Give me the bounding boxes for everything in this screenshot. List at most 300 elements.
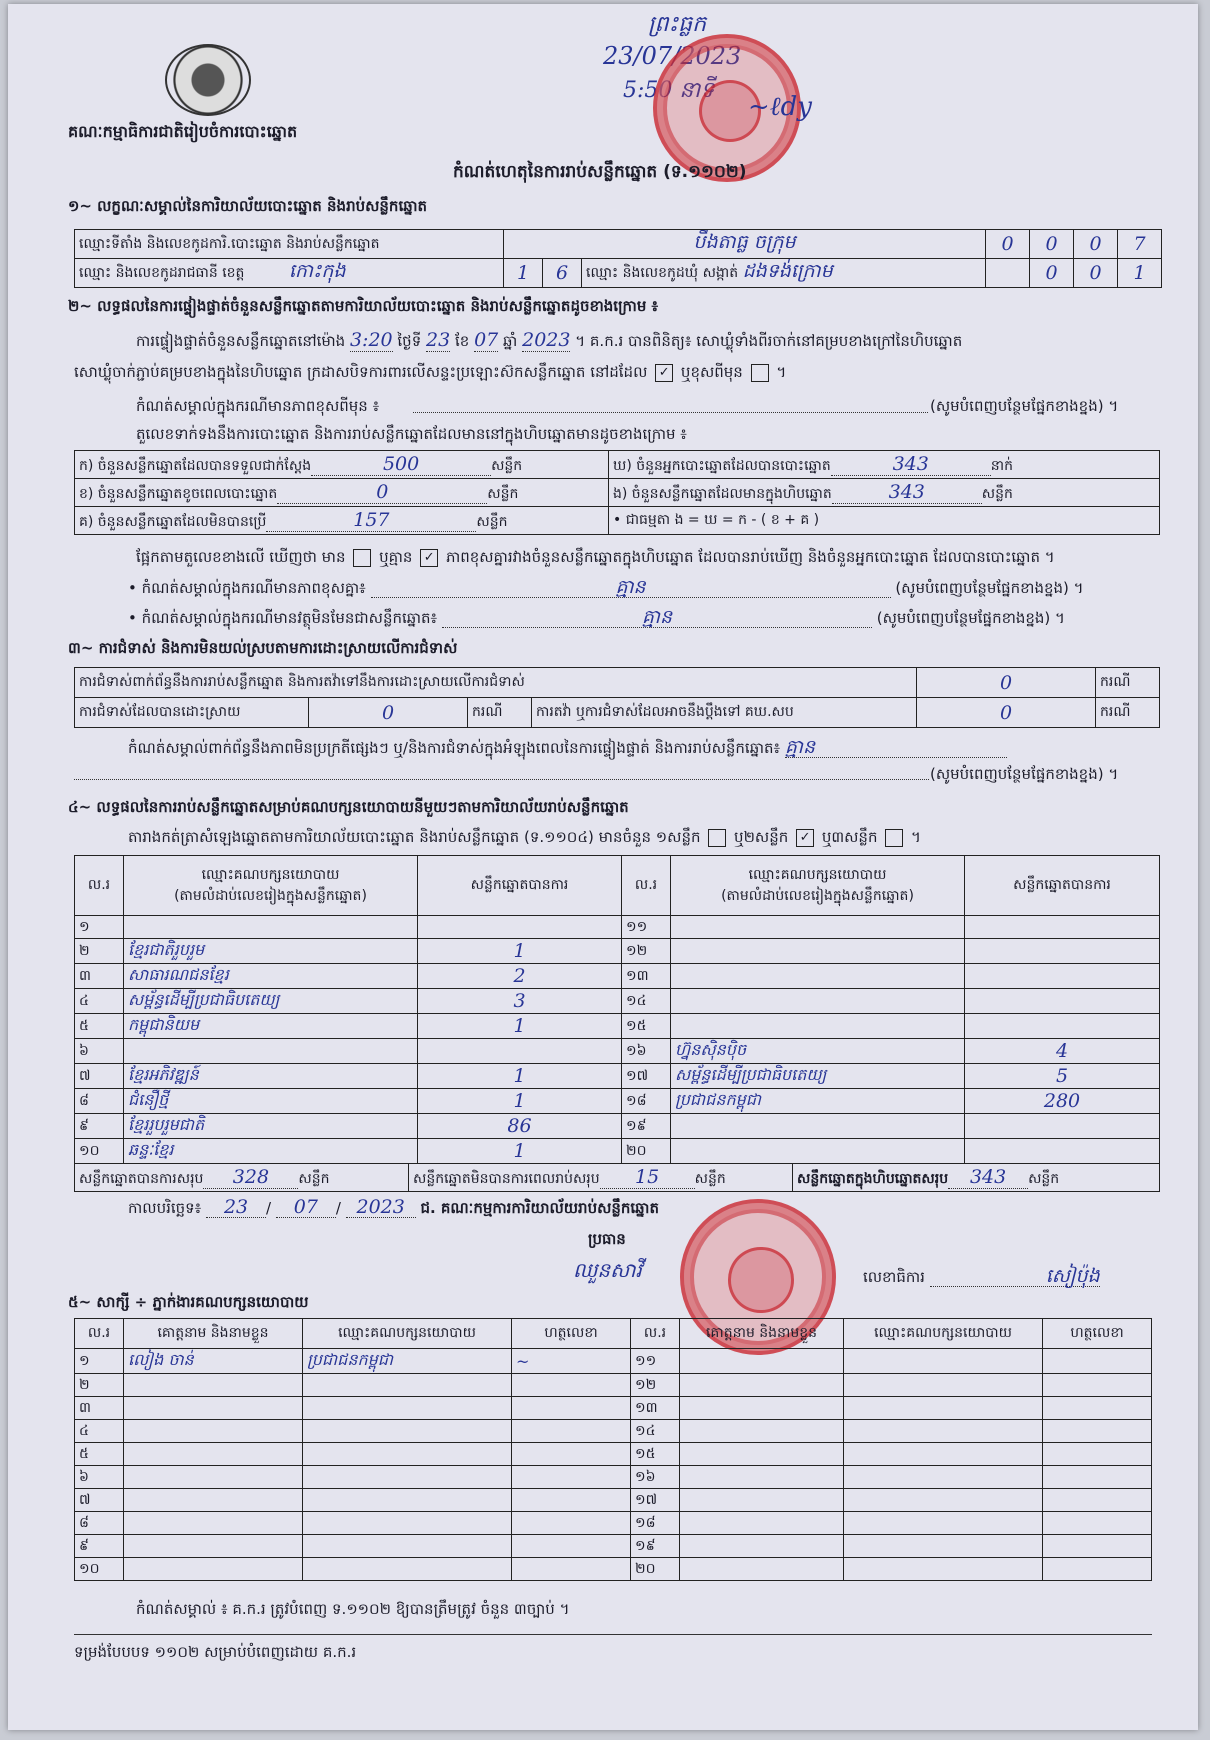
total-box-cell bbox=[793, 1164, 1160, 1192]
province-label bbox=[75, 259, 504, 288]
diff-note-label: • កំណត់សម្គាល់ក្នុងករណីមានភាពខុសគ្នា៖ bbox=[128, 579, 366, 597]
witness-signature bbox=[1043, 1397, 1152, 1420]
witness-signature bbox=[1043, 1558, 1152, 1581]
figure-d-value: 343 bbox=[831, 453, 991, 476]
row-number: ១២ bbox=[631, 1374, 680, 1397]
unit-label: នាក់ bbox=[990, 457, 1013, 474]
witness-party bbox=[303, 1397, 512, 1420]
table-row bbox=[75, 989, 1160, 1014]
three-sheet-checkbox[interactable] bbox=[885, 829, 903, 847]
vote-count bbox=[965, 989, 1160, 1014]
col-party: ឈ្មោះគណបក្សនយោបាយ bbox=[303, 1319, 512, 1349]
changed-checkbox[interactable] bbox=[751, 364, 769, 382]
witness-party: ប្រជាជនកម្ពុជា bbox=[303, 1349, 512, 1374]
seal-status-text: សោឃ្លុំចាក់ភ្ជាប់គម្របខាងក្នុងនៃហិបឆ្នោត ក្រដាសបិទការពារលើសន្ទះប្រឡោះស៊កសន្លឹកឆ្នោត នៅដដែល bbox=[74, 363, 648, 381]
col-votes: សន្លឹកឆ្នោតបានការ bbox=[965, 856, 1160, 916]
has-difference-checkbox[interactable] bbox=[353, 549, 371, 567]
witness-signature bbox=[512, 1466, 631, 1489]
witness-name bbox=[124, 1489, 303, 1512]
location-code-digit: 0 bbox=[1074, 230, 1118, 259]
witness-party bbox=[844, 1535, 1043, 1558]
col-party-title: ឈ្មោះគណបក្សនយោបាយ bbox=[748, 866, 887, 883]
row-number: ៨ bbox=[75, 1089, 124, 1114]
row-number: ១៤ bbox=[631, 1420, 680, 1443]
witness-signature bbox=[1043, 1512, 1152, 1535]
results-body bbox=[75, 916, 1160, 1164]
party-name bbox=[671, 964, 965, 989]
vote-count bbox=[418, 1039, 622, 1064]
col-no: ល.រ bbox=[75, 1319, 124, 1349]
witness-signature bbox=[1043, 1443, 1152, 1466]
resolved-count: 0 bbox=[309, 698, 468, 728]
row-number: ១៩ bbox=[622, 1114, 671, 1139]
party-name: ខ្មែរអភិវឌ្ឍន៍ bbox=[124, 1064, 418, 1089]
section4-heading: ៤~ លទ្ធផលនៃការរាប់សន្លឹកឆ្នោតសម្រាប់គណបក្សនយោបាយនីមួយៗតាមការិយាល័យរាប់សន្លឹកឆ្នោត bbox=[68, 798, 629, 816]
three-sheet-label: ឬ៣សន្លឹក bbox=[821, 828, 878, 846]
fill-note: (សូមបំពេញបន្ថែមផ្នែកខាងខ្នង) ។ bbox=[930, 397, 1119, 415]
resolved-label: ការជំទាស់ដែលបានដោះស្រាយ bbox=[75, 698, 309, 728]
row-number: ៦ bbox=[75, 1466, 124, 1489]
vote-count: 5 bbox=[965, 1064, 1160, 1089]
irregularity-note-value: គ្មាន bbox=[785, 737, 1007, 758]
party-name bbox=[124, 1039, 418, 1064]
figure-c-value: 157 bbox=[266, 509, 476, 532]
total-invalid-cell bbox=[409, 1164, 793, 1192]
witness-party bbox=[844, 1349, 1043, 1374]
section1-heading: ១~ លក្ខណៈសម្គាល់នៃការិយាល័យបោះឆ្នោត និងរាប់សន្លឹកឆ្នោត bbox=[68, 197, 428, 215]
formula-cell: • ជាធម្មតា ង = ឃ = ក - ( ខ + គ ) bbox=[609, 507, 1160, 535]
row-number: ១៨ bbox=[631, 1512, 680, 1535]
unit-label: សន្លឹក bbox=[694, 1170, 726, 1187]
table-row bbox=[75, 1443, 1152, 1466]
difference-note-line bbox=[413, 412, 928, 413]
figure-a bbox=[75, 451, 609, 479]
row-number: ១៣ bbox=[631, 1397, 680, 1420]
party-name bbox=[671, 1114, 965, 1139]
witness-signature bbox=[512, 1489, 631, 1512]
day-value: 23 bbox=[426, 329, 451, 351]
table-row bbox=[75, 1014, 1160, 1039]
col-party-sub: (តាមលំដាប់លេខរៀងក្នុងសន្លឹកឆ្នោត) bbox=[174, 887, 367, 904]
total-box-label: សន្លឹកឆ្នោតក្នុងហិបឆ្នោតសរុប bbox=[797, 1170, 949, 1187]
figure-b-label: ខ) ចំនួនសន្លឹកឆ្នោតខូចពេលបោះឆ្នោត bbox=[79, 485, 278, 502]
table-row bbox=[75, 1374, 1152, 1397]
location-label: ឈ្មោះទីតាំង និងលេខកូដការិ.បោះឆ្នោត និងរាប់សន្លឹកឆ្នោត bbox=[75, 230, 504, 259]
check-time-label: ការផ្ទៀងផ្ទាត់ចំនួនសន្លឹកឆ្នោតនៅម៉ោង bbox=[136, 332, 346, 350]
col-party bbox=[124, 856, 418, 916]
ballot-count-form bbox=[8, 4, 1198, 1730]
unit-label: សន្លឹក bbox=[487, 485, 519, 502]
commune-value: ដងទង់ក្រោម bbox=[742, 260, 833, 282]
unit-label: សន្លឹក bbox=[491, 457, 523, 474]
unit-label: សន្លឹក bbox=[298, 1170, 330, 1187]
table-row bbox=[75, 1114, 1160, 1139]
party-name: សម្ព័ន្ធដើម្បីប្រជាធិបតេយ្យ bbox=[124, 989, 418, 1014]
objection-table bbox=[74, 667, 1160, 728]
vote-count bbox=[418, 916, 622, 939]
witness-name bbox=[124, 1558, 303, 1581]
date-day: 23 bbox=[206, 1197, 266, 1218]
table-row bbox=[75, 964, 1160, 989]
vote-count: 1 bbox=[418, 939, 622, 964]
results-table bbox=[74, 855, 1160, 1164]
witness-signature bbox=[1043, 1535, 1152, 1558]
witness-party bbox=[844, 1397, 1043, 1420]
col-name: គោត្តនាម និងនាមខ្លួន bbox=[124, 1319, 303, 1349]
witness-name bbox=[680, 1466, 844, 1489]
witness-name bbox=[124, 1374, 303, 1397]
case-unit: ករណី bbox=[1096, 668, 1160, 698]
witness-party bbox=[303, 1420, 512, 1443]
witness-name bbox=[680, 1397, 844, 1420]
witness-party bbox=[303, 1466, 512, 1489]
row-number: ៣ bbox=[75, 964, 124, 989]
table-row bbox=[75, 1089, 1160, 1114]
objection-count: 0 bbox=[917, 668, 1096, 698]
row-number: ១ bbox=[75, 916, 124, 939]
row-number: ១១ bbox=[631, 1349, 680, 1374]
table-row bbox=[75, 1397, 1152, 1420]
row-number: ១៧ bbox=[622, 1064, 671, 1089]
col-party-title: ឈ្មោះគណបក្សនយោបាយ bbox=[201, 866, 340, 883]
figure-e bbox=[609, 479, 1160, 507]
row-number: ៥ bbox=[75, 1014, 124, 1039]
irregularity-note-line bbox=[128, 737, 1007, 758]
vote-count: 280 bbox=[965, 1089, 1160, 1114]
signature-top: ~ℓdy bbox=[748, 92, 812, 122]
party-name bbox=[671, 1139, 965, 1164]
row-number: ១៥ bbox=[622, 1014, 671, 1039]
party-name: កម្ពុជានិយម bbox=[124, 1014, 418, 1039]
party-name: ខ្មែររួបរួមជាតិ bbox=[124, 1114, 418, 1139]
row-number: ២០ bbox=[622, 1139, 671, 1164]
witness-party bbox=[303, 1443, 512, 1466]
total-valid-value: 328 bbox=[203, 1166, 298, 1189]
witness-name bbox=[124, 1535, 303, 1558]
appeal-label: ការតវ៉ា ឬការជំទាស់ដែលអាចនឹងប្តឹងទៅ គឃ.សប bbox=[532, 698, 917, 728]
witness-signature bbox=[512, 1558, 631, 1581]
figure-e-label: ង) ចំនួនសន្លឹកឆ្នោតដែលមានក្នុងហិបឆ្នោត bbox=[613, 485, 832, 502]
witness-signature bbox=[1043, 1374, 1152, 1397]
figure-c-label: គ) ចំនួនសន្លឹកឆ្នោតដែលមិនបានប្រើ bbox=[79, 513, 267, 530]
witness-party bbox=[303, 1535, 512, 1558]
table-row bbox=[75, 1420, 1152, 1443]
vote-count: 1 bbox=[418, 1014, 622, 1039]
vote-count bbox=[965, 916, 1160, 939]
row-number: ១៤ bbox=[622, 989, 671, 1014]
section2-heading: ២~ លទ្ធផលនៃការផ្ទៀងផ្ទាត់ចំនួនសន្លឹកឆ្នោតតាមការិយាល័យបោះឆ្នោត និងរាប់សន្លឹកឆ្នោតដូចខាងក្រោម ៖ bbox=[68, 297, 659, 315]
witness-body bbox=[75, 1349, 1152, 1581]
fill-note: (សូមបំពេញបន្ថែមផ្នែកខាងខ្នង) ។ bbox=[895, 579, 1084, 597]
commune-label: ឈ្មោះ និងលេខកូដឃុំ សង្កាត់ bbox=[586, 265, 739, 281]
seal-status-line: សោឃ្លុំចាក់ភ្ជាប់គម្របខាងក្នុងនៃហិបឆ្នោត ក្រដាសបិទការពារលើសន្ទះប្រឡោះស៊កសន្លឹកឆ្នោត នៅដដែល ✓ ឬខុសពីមុន ។ bbox=[74, 363, 787, 381]
witness-name: លៀង ចាន់ bbox=[124, 1349, 303, 1374]
table-row bbox=[75, 1512, 1152, 1535]
witness-name bbox=[680, 1420, 844, 1443]
row-number: ១៥ bbox=[631, 1443, 680, 1466]
vote-count bbox=[965, 964, 1160, 989]
table-row bbox=[75, 1535, 1152, 1558]
day-label: ថ្ងៃទី bbox=[397, 332, 422, 350]
vote-count: 1 bbox=[418, 1064, 622, 1089]
table-row bbox=[75, 1558, 1152, 1581]
totals-table bbox=[74, 1163, 1160, 1192]
row-number: ១២ bbox=[622, 939, 671, 964]
vote-count: 1 bbox=[418, 1139, 622, 1164]
commune-code-digit: 0 bbox=[1074, 259, 1118, 288]
table-row bbox=[75, 1039, 1160, 1064]
location-code-digit: 0 bbox=[986, 230, 1030, 259]
witness-party bbox=[844, 1489, 1043, 1512]
party-name: ខ្មែរជាតិរួបរួម bbox=[124, 939, 418, 964]
witness-name bbox=[680, 1374, 844, 1397]
location-code-digit: 7 bbox=[1118, 230, 1162, 259]
secretary-label: លេខាធិការ bbox=[863, 1268, 925, 1286]
section3-heading: ៣~ ការជំទាស់ និងការមិនយល់ស្របតាមការដោះស្រាយលើការជំទាស់ bbox=[68, 639, 458, 657]
year-label: ឆ្នាំ bbox=[503, 332, 518, 350]
section5-heading: ៥~ សាក្សី ÷ ភ្នាក់ងារគណបក្សនយោបាយ bbox=[68, 1293, 309, 1311]
chair-signature: ឈួនសាវី bbox=[573, 1258, 642, 1282]
witness-party bbox=[844, 1466, 1043, 1489]
witness-name bbox=[124, 1443, 303, 1466]
row-number: ១៨ bbox=[622, 1089, 671, 1114]
sheet-count-line: តារាងកត់ត្រាសំឡេងឆ្នោតតាមការិយាល័យបោះឆ្នោត និងរាប់សន្លឹកឆ្នោត (ទ.១១០៤) មានចំនួន ១សន្លឹក ឬ២សន្លឹក ✓ ឬ៣សន្លឹក ។ bbox=[128, 828, 921, 846]
check-time-value: 3:20 bbox=[349, 329, 393, 351]
diff-note-line bbox=[128, 577, 1084, 598]
commune-code-digit: 1 bbox=[1118, 259, 1162, 288]
doc-title: កំណត់ហេតុនៃការរាប់សន្លឹកឆ្នោត (ទ.១១០២) bbox=[453, 162, 747, 182]
witness-name bbox=[680, 1443, 844, 1466]
col-party: ឈ្មោះគណបក្សនយោបាយ bbox=[844, 1319, 1043, 1349]
figures-table bbox=[74, 450, 1160, 535]
party-name: ឆន្ទៈខ្មែរ bbox=[124, 1139, 418, 1164]
objection-label: ការជំទាស់ពាក់ព័ន្ធនឹងការរាប់សន្លឹកឆ្នោត និងការតវ៉ាទៅនឹងការដោះស្រាយលើការជំទាស់ bbox=[75, 668, 917, 698]
case-unit: ករណី bbox=[468, 698, 532, 728]
blank-cell bbox=[986, 259, 1030, 288]
committee-label: ជ. គណៈកម្មការការិយាល័យរាប់សន្លឹកឆ្នោត bbox=[420, 1199, 659, 1217]
party-name bbox=[671, 989, 965, 1014]
unit-label: សន្លឹក bbox=[476, 513, 508, 530]
row-number: ១ bbox=[75, 1349, 124, 1374]
vote-count: 1 bbox=[418, 1089, 622, 1114]
witness-signature bbox=[1043, 1466, 1152, 1489]
row-number: ២ bbox=[75, 939, 124, 964]
row-number: ៤ bbox=[75, 989, 124, 1014]
vote-count: 2 bbox=[418, 964, 622, 989]
witness-signature bbox=[512, 1535, 631, 1558]
witness-signature bbox=[1043, 1420, 1152, 1443]
col-party-sub: (តាមលំដាប់លេខរៀងក្នុងសន្លឹកឆ្នោត) bbox=[721, 887, 914, 904]
witness-name bbox=[680, 1349, 844, 1374]
diff-note-value: គ្មាន bbox=[371, 577, 891, 598]
handwritten-date: 23/07/2023 bbox=[603, 42, 742, 70]
location-table bbox=[74, 229, 1162, 288]
month-label: ខែ bbox=[454, 332, 470, 350]
figure-e-value: 343 bbox=[832, 481, 982, 504]
witness-signature bbox=[512, 1443, 631, 1466]
witness-party bbox=[303, 1374, 512, 1397]
divider bbox=[74, 1634, 1152, 1635]
table-row bbox=[75, 939, 1160, 964]
row-number: ៨ bbox=[75, 1512, 124, 1535]
nec-emblem bbox=[165, 44, 251, 116]
one-sheet-checkbox[interactable] bbox=[708, 829, 726, 847]
col-sign: ហត្ថលេខា bbox=[512, 1319, 631, 1349]
figure-a-value: 500 bbox=[311, 453, 491, 476]
total-invalid-value: 15 bbox=[600, 1166, 695, 1189]
witness-party bbox=[844, 1420, 1043, 1443]
witness-name bbox=[680, 1535, 844, 1558]
handwritten-place: ព្រះធ្លក bbox=[648, 12, 707, 37]
check-time-tail: ។ គ.ក.រ បានពិនិត្យ៖ សោឃ្លុំទាំងពីរចាក់នៅគម្របខាងក្រៅនៃហិបឆ្នោត bbox=[575, 332, 963, 350]
row-number: ៧ bbox=[75, 1489, 124, 1512]
difference-line bbox=[136, 547, 1055, 567]
row-number: ១៧ bbox=[631, 1489, 680, 1512]
col-no: ល.រ bbox=[75, 856, 124, 916]
witness-party bbox=[844, 1558, 1043, 1581]
witness-name bbox=[124, 1512, 303, 1535]
table-row bbox=[75, 1139, 1160, 1164]
row-number: ៣ bbox=[75, 1397, 124, 1420]
col-votes: សន្លឹកឆ្នោតបានការ bbox=[418, 856, 622, 916]
witness-name bbox=[124, 1397, 303, 1420]
col-party bbox=[671, 856, 965, 916]
vote-count bbox=[965, 1139, 1160, 1164]
vote-count: 86 bbox=[418, 1114, 622, 1139]
check-time-line bbox=[136, 330, 962, 351]
row-number: ១០ bbox=[75, 1558, 124, 1581]
row-number: ១៦ bbox=[631, 1466, 680, 1489]
witness-name bbox=[124, 1466, 303, 1489]
location-code-digit: 0 bbox=[1030, 230, 1074, 259]
party-name: សម្ព័ន្ធដើម្បីប្រជាធិបតេយ្យ bbox=[671, 1064, 965, 1089]
two-sheet-checkbox[interactable]: ✓ bbox=[796, 829, 814, 847]
row-number: ៩ bbox=[75, 1535, 124, 1558]
changed-label: ឬខុសពីមុន bbox=[680, 363, 743, 381]
witness-name bbox=[124, 1420, 303, 1443]
secretary-signature: សៀប៉ុង bbox=[930, 1266, 1100, 1287]
party-name bbox=[671, 916, 965, 939]
irregularity-note-label: កំណត់សម្គាល់ពាក់ព័ន្ធនឹងភាពមិនប្រក្រតីផ្សេងៗ ឬ/និងការជំទាស់ក្នុងអំឡុងពេលនៃការផ្ទៀងផ្ទាត់ និងការរាប់សន្លឹកឆ្នោត៖ bbox=[128, 739, 781, 757]
vote-count: 4 bbox=[965, 1039, 1160, 1064]
row-number: ២ bbox=[75, 1374, 124, 1397]
total-invalid-label: សន្លឹកឆ្នោតមិនបានការពេលរាប់សរុប bbox=[413, 1170, 600, 1187]
figure-b bbox=[75, 479, 609, 507]
witness-name bbox=[680, 1558, 844, 1581]
table-row bbox=[75, 1064, 1160, 1089]
witness-name bbox=[680, 1512, 844, 1535]
difference-text: ផ្អែកតាមតួលេខខាងលើ ឃើញថា មាន bbox=[136, 548, 346, 566]
unit-label: សន្លឹក bbox=[1028, 1170, 1060, 1187]
col-no: ល.រ bbox=[631, 1319, 680, 1349]
vote-count bbox=[965, 939, 1160, 964]
two-sheet-label: ឬ២សន្លឹក bbox=[734, 828, 789, 846]
row-number: ៦ bbox=[75, 1039, 124, 1064]
row-number: ១១ bbox=[622, 916, 671, 939]
figure-d bbox=[609, 451, 1160, 479]
intact-checkbox[interactable]: ✓ bbox=[655, 364, 673, 382]
form-note: ទម្រង់បែបបទ ១១០២ សម្រាប់បំពេញដោយ គ.ក.រ bbox=[74, 1643, 357, 1661]
figure-d-label: ឃ) ចំនួនអ្នកបោះឆ្នោតដែលបានបោះឆ្នោត bbox=[613, 457, 831, 474]
date-label: កាលបរិច្ឆេទ៖ bbox=[128, 1199, 202, 1217]
handwritten-time: 5:50 នាទី bbox=[623, 78, 715, 103]
commune-cell bbox=[582, 259, 986, 288]
total-valid-cell bbox=[75, 1164, 409, 1192]
footnote: កំណត់សម្គាល់ ៖ គ.ក.រ ត្រូវបំពេញ ទ.១១០២ ឱ្យបានត្រឹមត្រូវ ចំនួន ៣ច្បាប់ ។ bbox=[136, 1600, 570, 1618]
witness-party bbox=[303, 1489, 512, 1512]
location-value: បឹងតាធ្ល ចក្រុម bbox=[504, 230, 986, 259]
vote-count bbox=[965, 1114, 1160, 1139]
row-number: ១៩ bbox=[631, 1535, 680, 1558]
witness-signature bbox=[1043, 1489, 1152, 1512]
col-no: ល.រ bbox=[622, 856, 671, 916]
total-valid-label: សន្លឹកឆ្នោតបានការសរុប bbox=[79, 1170, 204, 1187]
figure-a-label: ក) ចំនួនសន្លឹកឆ្នោតដែលបានទទួលជាក់ស្តែង bbox=[79, 457, 312, 474]
sheet-count-text: តារាងកត់ត្រាសំឡេងឆ្នោតតាមការិយាល័យបោះឆ្នោត និងរាប់សន្លឹកឆ្នោត (ទ.១១០៤) មានចំនួន ១សន្លឹក bbox=[128, 828, 701, 846]
object-note-line bbox=[128, 607, 1065, 628]
col-name: គោត្តនាម និងនាមខ្លួន bbox=[680, 1319, 844, 1349]
witness-signature bbox=[512, 1512, 631, 1535]
witness-party bbox=[844, 1443, 1043, 1466]
difference-note-label: កំណត់សម្គាល់ក្នុងករណីមានភាពខុសពីមុន ៖ bbox=[136, 397, 380, 415]
col-sign: ហត្ថលេខា bbox=[1043, 1319, 1152, 1349]
province-label-text: ឈ្មោះ និងលេខកូដរាជធានី ខេត្ត bbox=[79, 265, 245, 281]
party-name: ប្រជាជនកម្ពុជា bbox=[671, 1089, 965, 1114]
row-number: ១៣ bbox=[622, 964, 671, 989]
party-name: សាធារណជនខ្មែរ bbox=[124, 964, 418, 989]
province-value: កោះកុង bbox=[288, 260, 346, 282]
party-name: ជំនឿថ្មី bbox=[124, 1089, 418, 1114]
irregularity-line bbox=[74, 779, 929, 780]
witness-signature bbox=[512, 1374, 631, 1397]
secretary-line bbox=[863, 1266, 1100, 1287]
chair-label: ប្រធាន bbox=[588, 1230, 626, 1248]
figure-c bbox=[75, 507, 609, 535]
witness-party bbox=[844, 1512, 1043, 1535]
table-row bbox=[75, 1489, 1152, 1512]
vote-count: 3 bbox=[418, 989, 622, 1014]
date-year: 2023 bbox=[346, 1197, 416, 1218]
total-box-value: 343 bbox=[948, 1166, 1028, 1189]
fill-note: (សូមបំពេញបន្ថែមផ្នែកខាងខ្នង) ។ bbox=[876, 609, 1065, 627]
witness-signature bbox=[1043, 1349, 1152, 1374]
no-difference-checkbox[interactable]: ✓ bbox=[420, 549, 438, 567]
commune-code-digit: 0 bbox=[1030, 259, 1074, 288]
row-number: ១៦ bbox=[622, 1039, 671, 1064]
figures-intro: តួលេខទាក់ទងនឹងការបោះឆ្នោត និងការរាប់សន្លឹកឆ្នោតដែលមាននៅក្នុងហិបឆ្នោតមានដូចខាងក្រោម ៖ bbox=[136, 425, 687, 443]
party-name bbox=[671, 1014, 965, 1039]
no-difference-label: ឬគ្មាន bbox=[379, 548, 413, 566]
row-number: ៧ bbox=[75, 1064, 124, 1089]
row-number: ៤ bbox=[75, 1420, 124, 1443]
appeal-count: 0 bbox=[917, 698, 1096, 728]
row-number: ២០ bbox=[631, 1558, 680, 1581]
party-name bbox=[671, 939, 965, 964]
witness-name bbox=[680, 1489, 844, 1512]
month-value: 07 bbox=[474, 329, 499, 351]
year-value: 2023 bbox=[522, 329, 571, 351]
party-name: ហ្វ៊ុនស៊ិនប៉ិច bbox=[671, 1039, 965, 1064]
witness-table bbox=[74, 1318, 1152, 1581]
table-row bbox=[75, 1349, 1152, 1374]
witness-signature bbox=[512, 1420, 631, 1443]
row-number: ៥ bbox=[75, 1443, 124, 1466]
row-number: ៩ bbox=[75, 1114, 124, 1139]
fill-note: (សូមបំពេញបន្ថែមផ្នែកខាងខ្នង) ។ bbox=[930, 765, 1119, 783]
province-code-digit: 6 bbox=[543, 259, 582, 288]
witness-party bbox=[844, 1374, 1043, 1397]
witness-party bbox=[303, 1512, 512, 1535]
